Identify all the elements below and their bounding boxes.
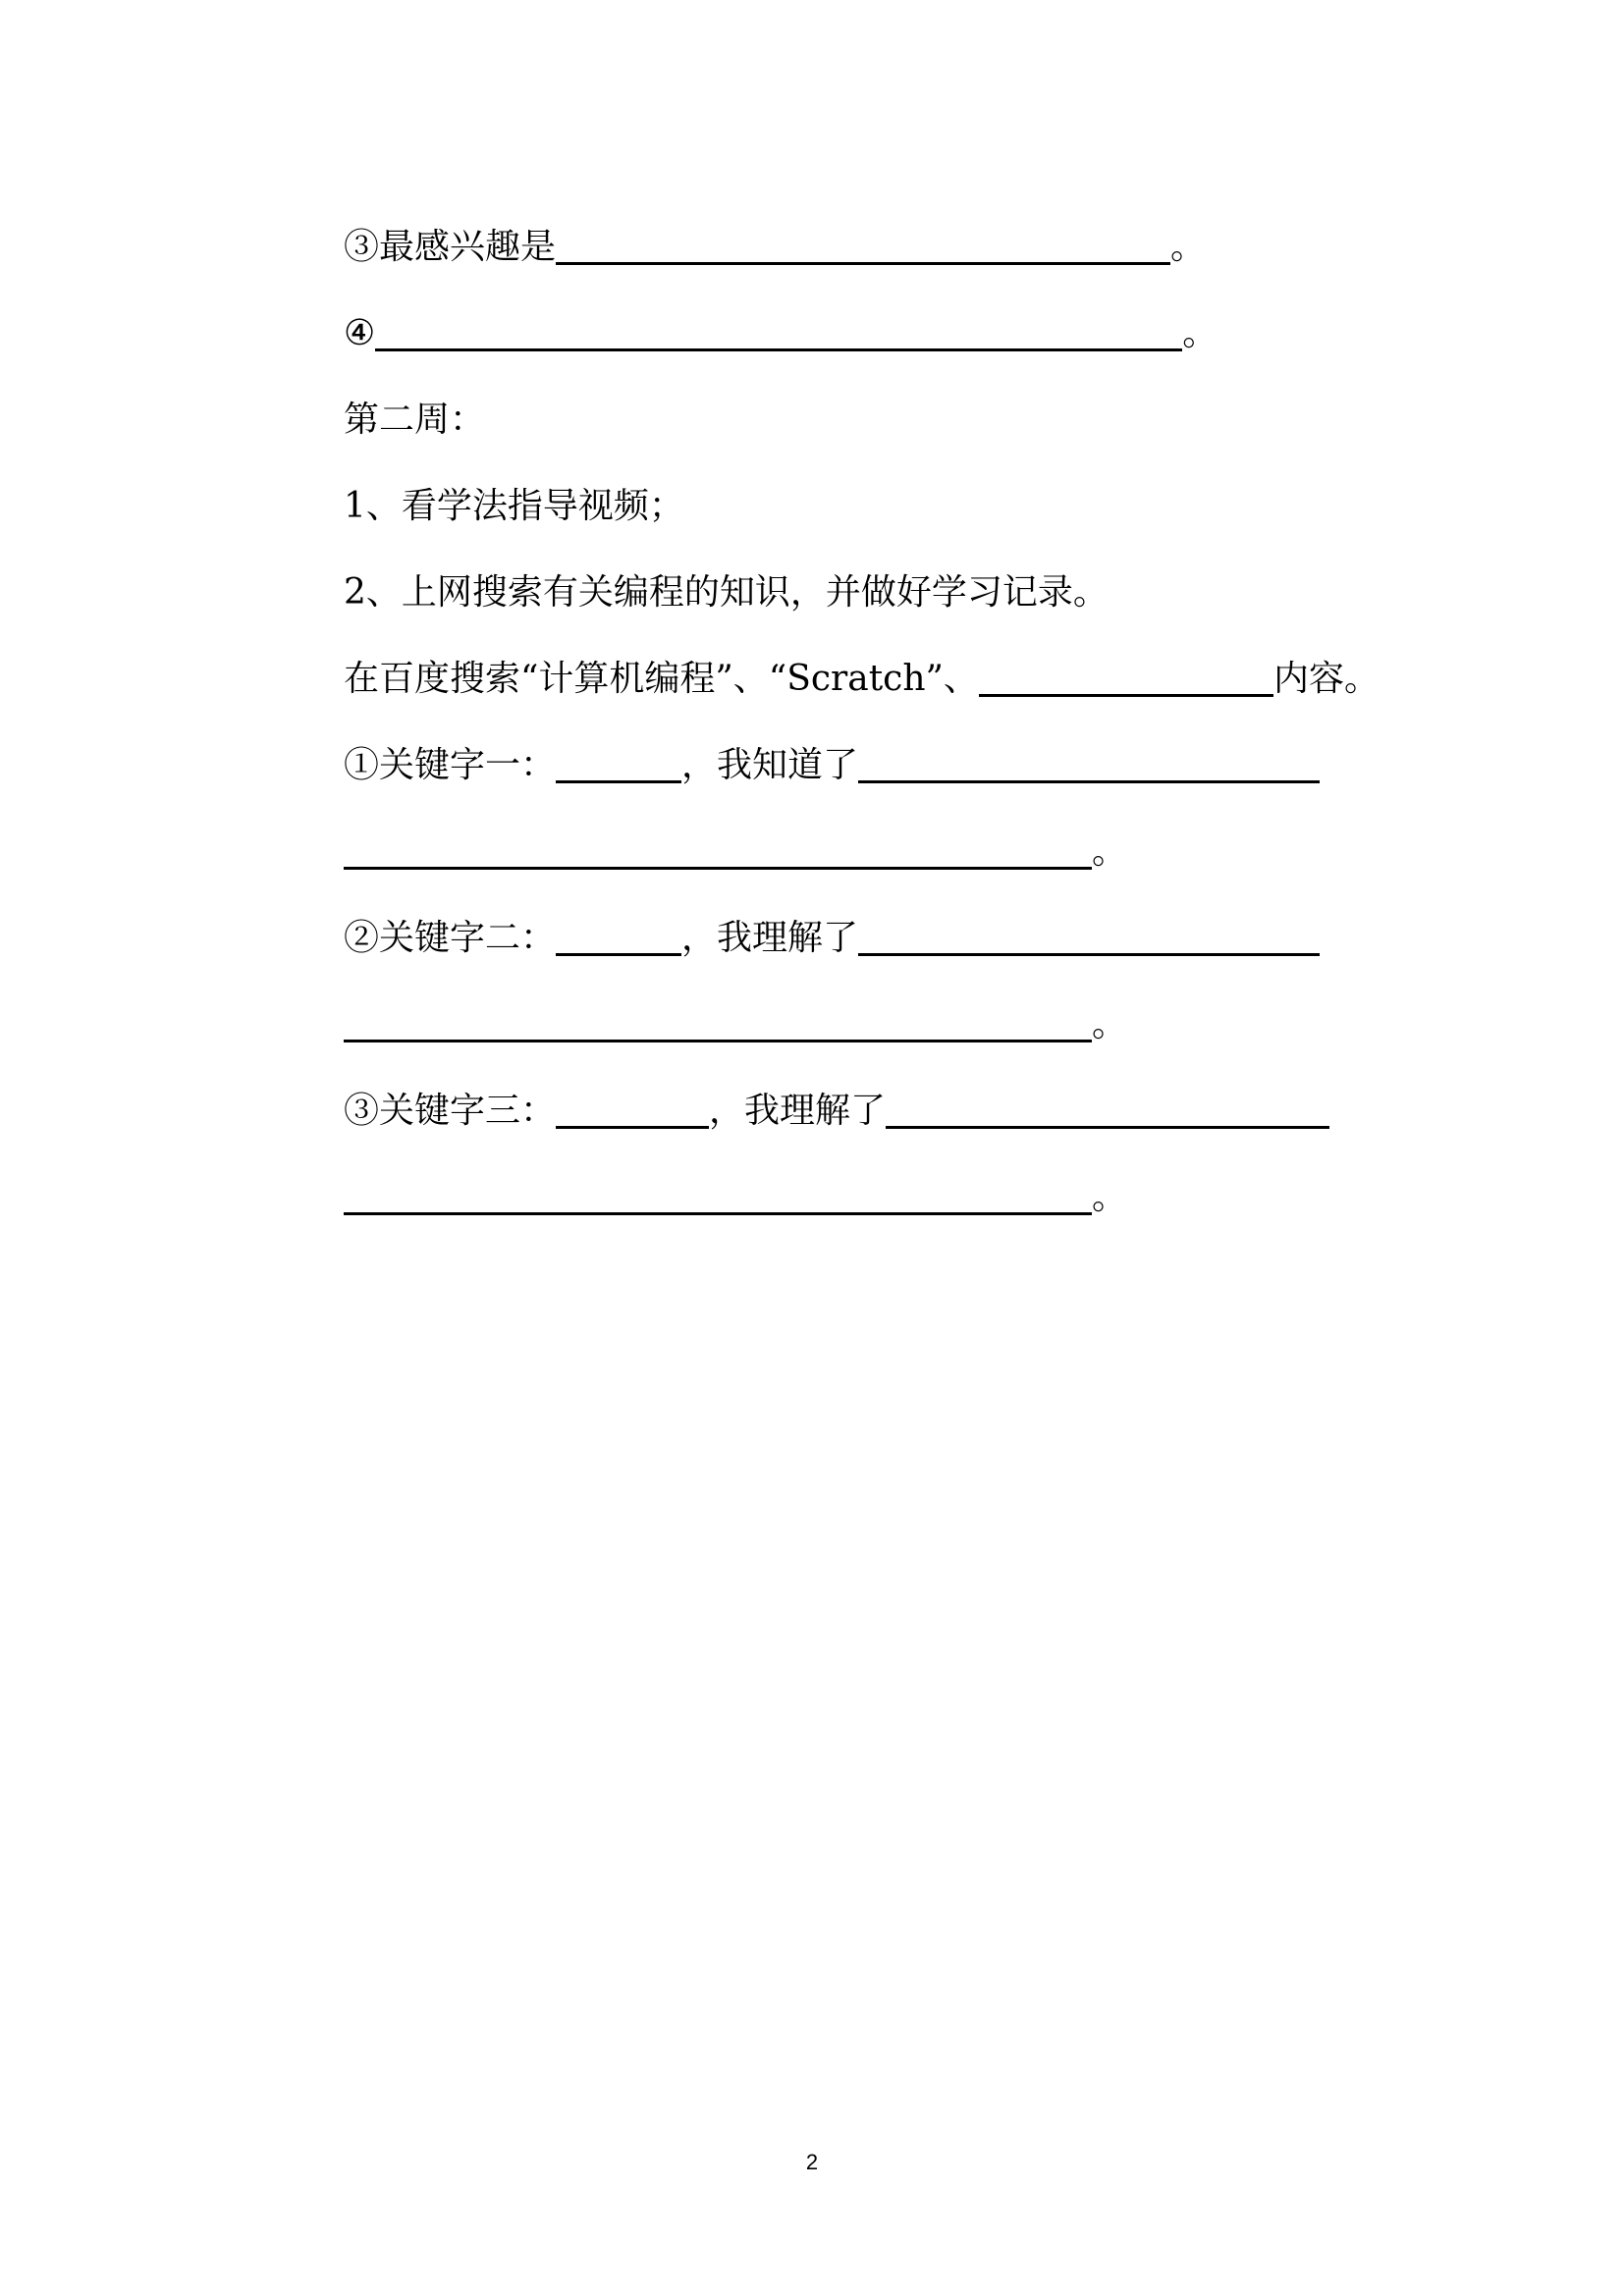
interest-blank[interactable] <box>556 223 1170 265</box>
item4-label: ④ <box>344 313 376 353</box>
page-number: 2 <box>805 2150 819 2174</box>
week2-heading <box>344 387 485 442</box>
keyword3-end: 。 <box>1092 1177 1128 1217</box>
keyword2-continuation-blank[interactable] <box>344 1000 1092 1042</box>
keyword2-continuation <box>344 991 1127 1046</box>
keyword2-label: ②关键字二： <box>344 918 557 958</box>
search-prefix: 在百度搜索“计算机编程”、“Scratch”、 <box>344 659 979 699</box>
interest-end: 。 <box>1170 227 1207 267</box>
search-blank[interactable] <box>979 655 1273 697</box>
keyword1-end: 。 <box>1092 831 1128 872</box>
week2-heading-text: 第二周： <box>344 400 486 440</box>
keyword3-line <box>344 1078 1329 1133</box>
search-line <box>344 646 1380 701</box>
week2-step2 <box>344 560 1109 614</box>
interest-line <box>344 214 1206 269</box>
keyword3-continuation <box>344 1164 1127 1219</box>
keyword2-note-blank[interactable] <box>858 914 1320 956</box>
keyword1-mid: ，我知道了 <box>681 745 859 785</box>
keyword1-line <box>344 732 1320 787</box>
week2-step1-text: 1、看学法指导视频； <box>344 486 684 526</box>
keyword3-mid: ，我理解了 <box>709 1091 887 1131</box>
item4-blank[interactable] <box>375 309 1182 351</box>
keyword3-label: ③关键字三： <box>344 1091 557 1131</box>
keyword3-note-blank[interactable] <box>886 1087 1329 1129</box>
keyword3-continuation-blank[interactable] <box>344 1173 1092 1215</box>
keyword1-note-blank[interactable] <box>858 741 1320 783</box>
keyword2-mid: ，我理解了 <box>681 918 859 958</box>
keyword1-continuation-blank[interactable] <box>344 828 1092 870</box>
week2-step1 <box>344 473 684 528</box>
keyword2-blank[interactable] <box>556 914 681 956</box>
search-suffix: 内容。 <box>1272 659 1380 699</box>
interest-label: ③最感兴趣是 <box>344 227 557 267</box>
keyword2-end: 。 <box>1092 1004 1128 1044</box>
keyword1-blank[interactable] <box>556 741 681 783</box>
keyword1-label: ①关键字一： <box>344 745 557 785</box>
keyword2-line <box>344 905 1320 960</box>
item4-line <box>344 300 1218 355</box>
item4-end: 。 <box>1182 313 1218 353</box>
keyword3-blank[interactable] <box>556 1087 709 1129</box>
week2-step2-text: 2、上网搜索有关编程的知识，并做好学习记录。 <box>344 572 1109 613</box>
keyword1-continuation <box>344 819 1127 874</box>
